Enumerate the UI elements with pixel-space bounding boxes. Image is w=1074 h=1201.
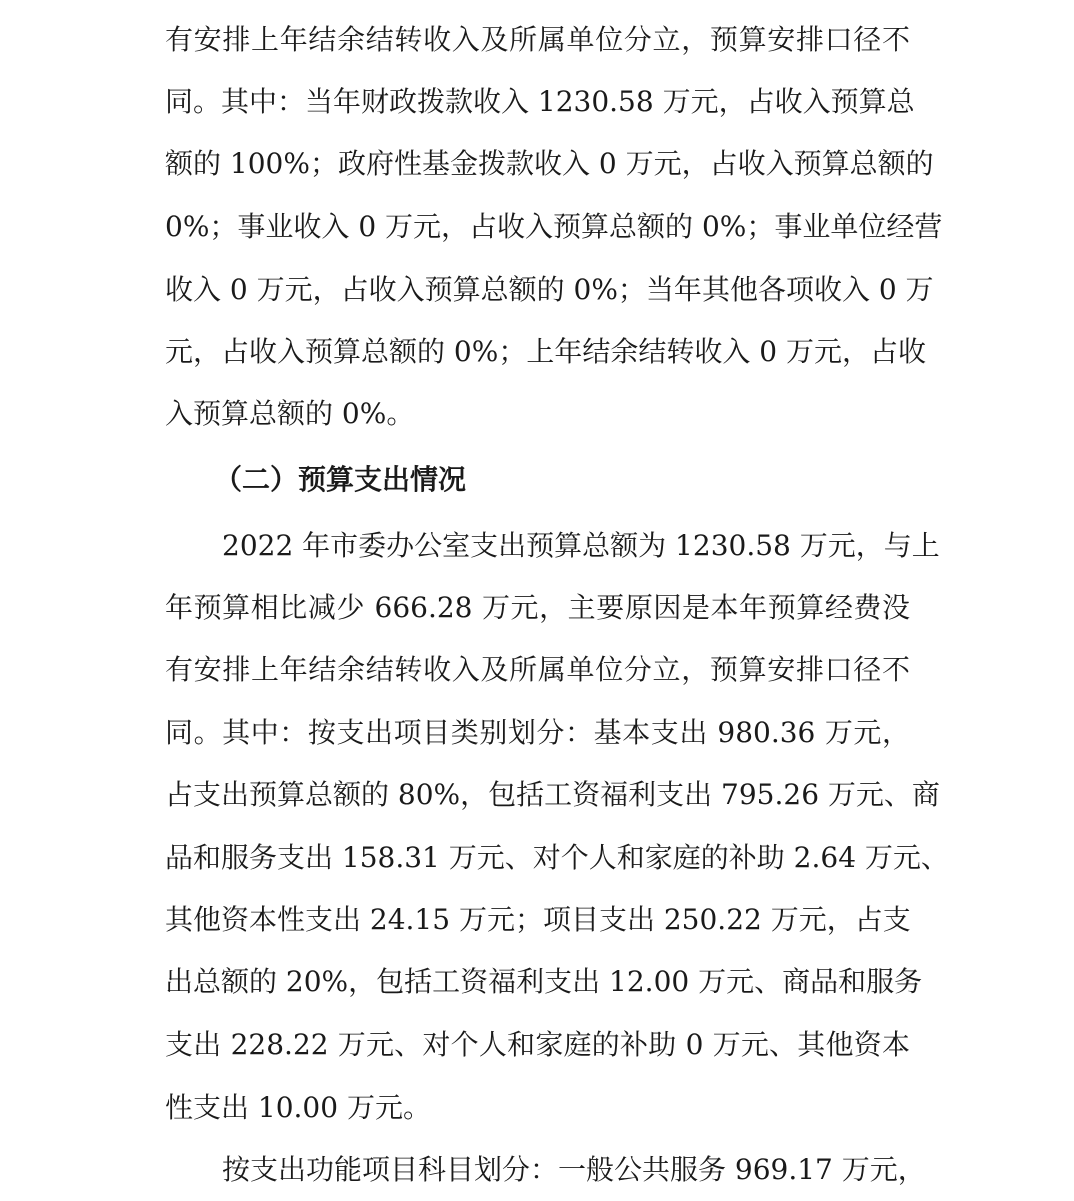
text-line: 2022 年市委办公室支出预算总额为 1230.58 万元，与上 <box>222 529 940 562</box>
text-line: 有安排上年结余结转收入及所属单位分立，预算安排口径不 <box>165 23 910 56</box>
text-line: 元，占收入预算总额的 0%；上年结余结转收入 0 万元，占收 <box>165 335 926 368</box>
text-line: 出总额的 20%，包括工资福利支出 12.00 万元、商品和服务 <box>165 965 923 998</box>
text-line: 占支出预算总额的 80%，包括工资福利支出 795.26 万元、商 <box>165 778 940 811</box>
text-line: 入预算总额的 0%。 <box>165 397 415 430</box>
text-line: 性支出 10.00 万元。 <box>165 1091 431 1124</box>
text-line: 额的 100%；政府性基金拨款收入 0 万元，占收入预算总额的 <box>165 147 934 180</box>
text-line: 支出 228.22 万元、对个人和家庭的补助 0 万元、其他资本 <box>165 1028 910 1061</box>
text-line: 同。其中：当年财政拨款收入 1230.58 万元，占收入预算总 <box>165 85 915 118</box>
text-line: 同。其中：按支出项目类别划分：基本支出 980.36 万元， <box>165 716 910 749</box>
text-line: 年预算相比减少 666.28 万元，主要原因是本年预算经费没 <box>165 591 910 624</box>
text-line: 有安排上年结余结转收入及所属单位分立，预算安排口径不 <box>165 653 910 686</box>
text-line: 品和服务支出 158.31 万元、对个人和家庭的补助 2.64 万元、 <box>165 841 949 874</box>
text-line: 0%；事业收入 0 万元，占收入预算总额的 0%；事业单位经营 <box>165 210 943 243</box>
text-line: 其他资本性支出 24.15 万元；项目支出 250.22 万元，占支 <box>165 903 911 936</box>
section-heading: （二）预算支出情况 <box>214 463 467 496</box>
text-line: 按支出功能项目科目划分：一般公共服务 969.17 万元， <box>222 1153 926 1186</box>
text-line: 收入 0 万元，占收入预算总额的 0%；当年其他各项收入 0 万 <box>165 273 934 306</box>
